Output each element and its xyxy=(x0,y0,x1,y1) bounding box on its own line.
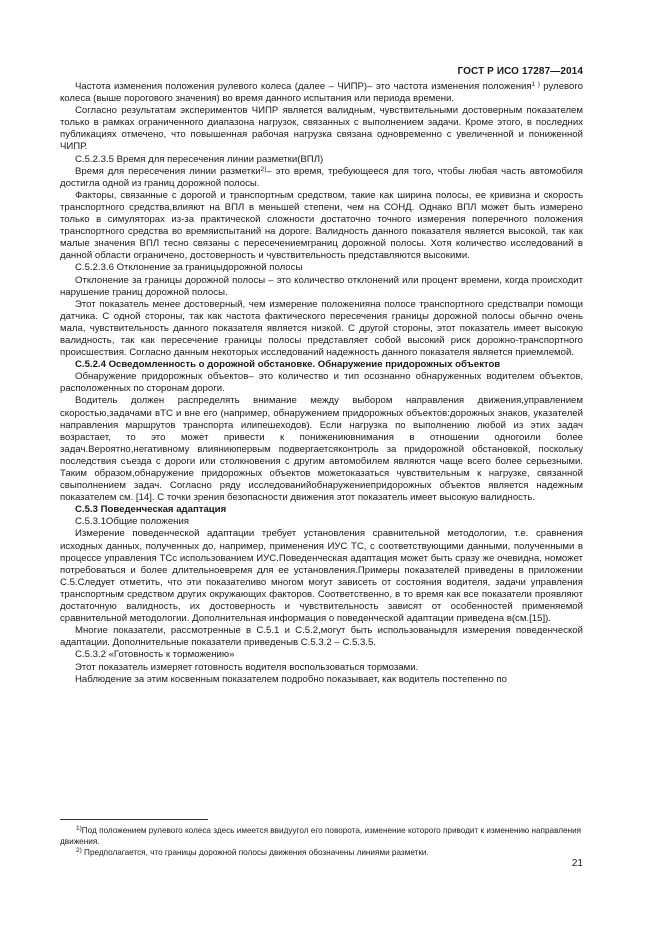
main-text xyxy=(60,81,583,686)
paragraph: Измерение поведенческой адаптации требует установления сравнительной методологии, т.е. сравнения исходных данных, полученных до, например, применения ИУС ТС, с соответствующими данными, полученными в процессе управления ТСс использованием ИУС.Поведенческая адаптация может быть сразу же очевидна, номожет потребоваться и более длительноевремя для ее установления.Примеры показателей приведены в приложении С.5.Следует отметить, что эти показателиво многом могут зависеть от состояния водителя, задачи управления транспортным средством других окружающих факторов. Соответственно, в то время как все показатели проявляют достаточную валидность, их достоверность и чувствительность зависят от особенностей применяемой сравнительной методологии. Дополнительная информация о поведенческой адаптации приведена в(см.[15]). xyxy=(60,528,583,625)
section-heading: С.5.2.3.6 Отклонение за границыдорожной полосы xyxy=(75,262,303,274)
paragraph: Отклонение за границы дорожной полосы – это количество отклонений или процент времени, когда происходит нарушение границ дорожной полосы. xyxy=(60,274,583,298)
paragraph: Обнаружение придорожных объектов– это количество и тип осознанно обнаруженных водителем объектов, расположенных по сторонам дороги. xyxy=(60,371,583,395)
paragraph xyxy=(60,81,583,105)
footnote-text: Предполагается, что границы дорожной полосы движения обозначены линиями разметки. xyxy=(81,848,429,857)
paragraph-text: Время для пересечения линии разметки xyxy=(75,165,261,177)
paragraph: Согласно результатам экспериментов ЧИПР является валидным, чувствительными достоверным показателем только в рамках ограниченного диапазона нагрузок, связанных с выполнением задачи. Кроме этого, в последних публикациях отмечено, что повышенная рабочая нагрузка связана одновременно с увеличенной и пониженной ЧИПР. xyxy=(60,105,583,153)
footnote-ref[interactable]: 1 ) xyxy=(531,81,540,88)
paragraph: Водитель должен распределять внимание между выбором направления движения,управлением скоростью,задачами вТС и вне его (например, обнаружением придорожных объектов:дорожных знаков, указателей направления маршрутов транспорта илипешеходов). Если нагрузка по выполнению любой из этих задач возрастает, то это может привести к понижениювнимания в отношении одногоили более задач.Вероятно,негативному влияниюпервым подвергаетсяконтроль за придорожной обстановкой, поскольку последствия съезда с дороги или столкновения с другим автомобилем являются чаще всего более серьезными. Таким образом,обнаружение придорожных объектов можетоказаться чувствительным к нагрузке, связанной свыполнением задач. Согласно ряду исследованийобнаружениепридорожных объектов является надежным показателем см. [14]. С точки зрения безопасности движения этот показатель имеет высокую валидность. xyxy=(60,395,583,504)
paragraph: Многие показатели, рассмотренные в С.5.1 и С.5.2,могут быть использованыдля измерения поведенческой адаптации. Дополнительные показатели приведеныв С.5.3.2 – С.5.3.5. xyxy=(60,625,583,649)
paragraph: Факторы, связанные с дорогой и транспортным средством, такие как ширина полосы, ее кривизна и скорость транспортного средства,влияют на ВПЛ в меньшей степени, чем на СОНД. Однако ВПЛ может быть измерено только в симуляторах из-за практической сложности достаточно точного измерения поперечного положения транспортного средства во времяиспытаний на дороге. Валидность данного показателя является высокой, так как малые значения ВПЛ тесно связаны с пересечениемграниц дорожной полосы. Хотя количество исследований в данной области ограничено, достоверность и чувствительность представляются высокими. xyxy=(60,189,583,262)
paragraph: Наблюдение за этим косвенным показателем подробно показывает, как водитель постепенно по xyxy=(75,673,507,685)
footnote-divider xyxy=(60,819,208,820)
standard-header: ГОСТ Р ИСО 17287—2014 xyxy=(457,66,583,77)
section-heading: С.5.2.3.5 Время для пересечения линии разметки(ВПЛ) xyxy=(75,153,324,165)
paragraph: Этот показатель измеряет готовность водителя воспользоваться тормозами. xyxy=(75,661,419,673)
footnote-text: Под положением рулевого колеса здесь имеется ввидуугол его поворота, изменение которого приводит к изменению направления движения. xyxy=(60,826,582,846)
paragraph-text: рулевого колеса (выше порогового значения) во время данного испытания или периода времени. xyxy=(60,81,583,105)
paragraph: Этот показатель менее достоверный, чем измерение положенияна полосе транспортного средствапри помощи датчика. С одной стороны, так как частота фактического пересечения границы дорожной полосы обычно очень мала, чувствительность данного показателя является низкой. С другой стороны, этот показатель имеет высокую валидность, так как пересечение границы полосы представляет собой высокий риск дорожно-транспортного происшествия. Согласно данным некоторых исследований надежность данного показателя является приемлемой. xyxy=(60,298,583,359)
paragraph-text: Частота изменения положения рулевого колеса (далее – ЧИПР)– это частота изменения положения xyxy=(75,81,532,92)
page-number: 21 xyxy=(571,858,583,869)
footnotes xyxy=(60,825,583,858)
section-heading: С.5.3.1Общие положения xyxy=(75,516,190,528)
footnote-ref[interactable]: 2) xyxy=(260,165,267,173)
footnote-2 xyxy=(60,847,583,858)
footnote-marker: 2) xyxy=(76,847,82,854)
section-heading-bold: С.5.2.4 Осведомленность о дорожной обстановке. Обнаружение придорожных объектов xyxy=(75,359,501,371)
section-heading: С.5.3.2 «Готовность к торможению» xyxy=(75,649,235,661)
footnote-1 xyxy=(60,825,583,847)
footnote-marker: 1) xyxy=(76,825,82,832)
section-heading-bold: С.5.3 Поведенческая адаптация xyxy=(75,504,227,516)
paragraph-text: – это время, требующееся для того, чтобы любая часть автомобиля достигла одной из границ дорожной полосы. xyxy=(60,165,583,189)
paragraph xyxy=(60,166,583,190)
